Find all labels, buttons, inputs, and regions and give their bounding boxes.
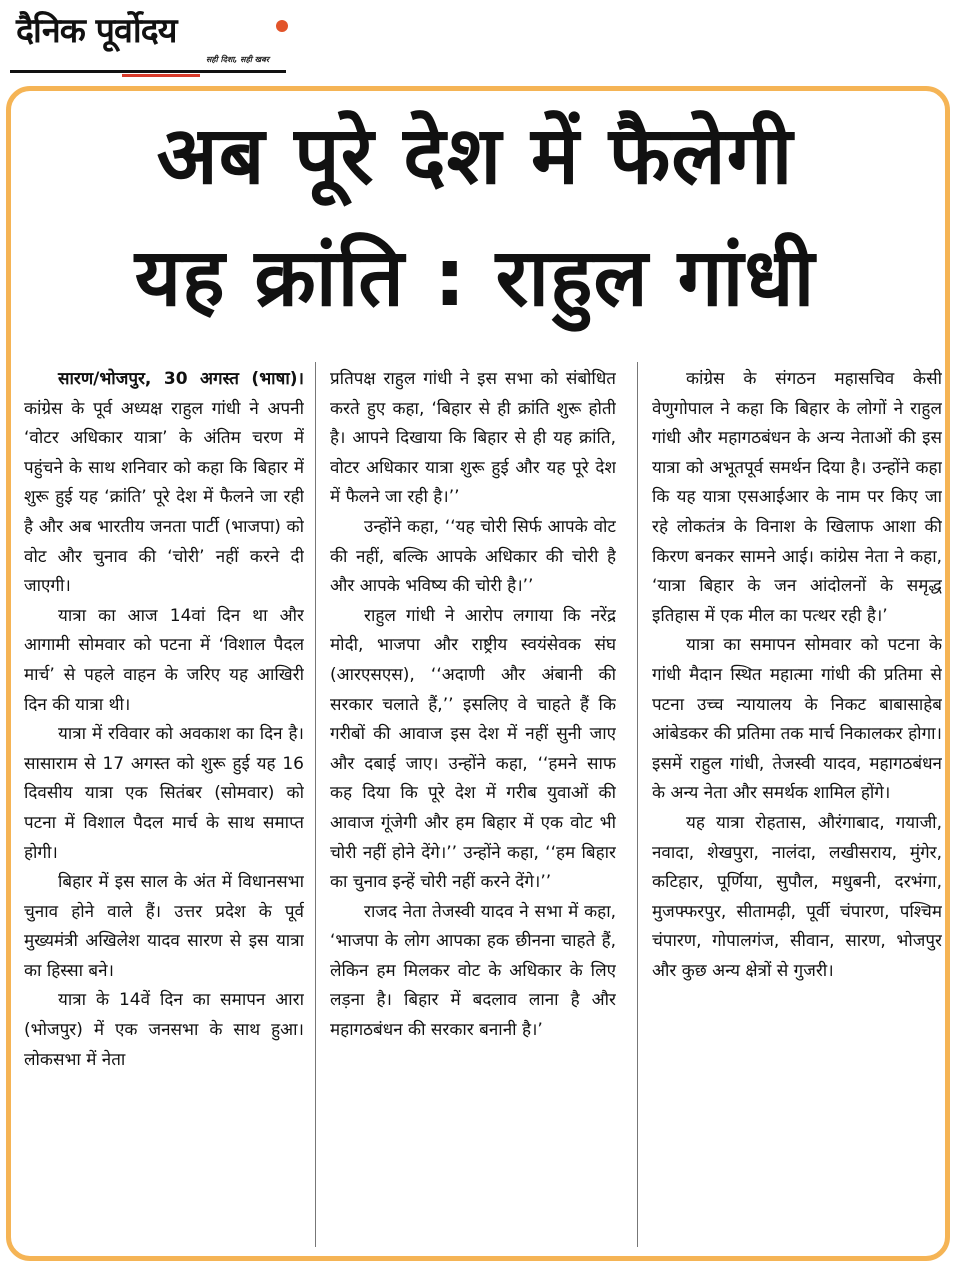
article-paragraph: यात्रा का आज 14वां दिन था और आगामी सोमवार को पटना में ‘विशाल पैदल मार्च’ से पहले वाहन के जरिए यह आखिरी दिन की यात्रा थी। xyxy=(24,605,304,715)
column-divider xyxy=(315,362,316,1247)
masthead-rule xyxy=(10,70,286,73)
headline-line-2: यह क्रांति : राहुल गांधी xyxy=(134,231,816,324)
article-paragraph: राजद नेता तेजस्वी यादव ने सभा में कहा, ‘भाजपा के लोग आपका हक छीनना चाहते हैं, लेकिन हम मिलकर वोट के अधिकार के लिए लड़ना है। बिहार में बदलाव लाना है और महागठबंधन की सरकार बनानी है।’ xyxy=(330,901,616,1041)
dateline: सारण/भोजपुर, 30 अगस्त (भाषा)। xyxy=(58,369,304,389)
article-paragraph: यह यात्रा रोहतास, औरंगाबाद, गयाजी, नवादा, शेखपुरा, नालंदा, लखीसराय, मुंगेर, कटिहार, पूर्णिया, सुपौल, मधुबनी, दरभंगा, मुजफ्फरपुर, सीतामढ़ी, पूर्वी चंपारण, पश्चिम चंपारण, गोपालगंज, सीवान, सारण, भोजपुर और कुछ अन्य क्षेत्रों से गुजरी। xyxy=(652,812,942,981)
article-paragraph: यात्रा में रविवार को अवकाश का दिन है। सासाराम से 17 अगस्त को शुरू हुई यह 16 दिवसीय यात्रा एक सितंबर (सोमवार) को पटना में विशाल पैदल मार्च के साथ समाप्त होगी। xyxy=(24,724,304,863)
column-divider xyxy=(637,362,638,1247)
article-paragraph: राहुल गांधी ने आरोप लगाया कि नरेंद्र मोदी, भाजपा और राष्ट्रीय स्वयंसेवक संघ (आरएसएस), ‘‘अदाणी और अंबानी की सरकार चलाते हैं,’’ इसलिए वे चाहते हैं कि गरीबों की आवाज इस देश में नहीं सुनी जाए और दबाई जाए। उन्होंने कहा, ‘‘हमने साफ कह दिया कि पूरे देश में गरीब युवाओं की आवाज गूंजेगी और हम बिहार में एक वोट भी चोरी नहीं होने देंगे।’’ उन्होंने कहा, ‘‘हम बिहार का चुनाव इन्हें चोरी नहीं करने देंगे।’’ xyxy=(330,605,616,893)
article-column-2 xyxy=(330,365,616,1250)
article-paragraph: बिहार में इस साल के अंत में विधानसभा चुनाव होने वाले हैं। उत्तर प्रदेश के पूर्व मुख्यमंत्री अखिलेश यादव सारण से इस यात्रा का हिस्सा बने। xyxy=(24,872,304,981)
masthead xyxy=(10,8,290,72)
headline-line-1: अब पूरे देश में फैलेगी xyxy=(156,109,794,202)
article-paragraph: कांग्रेस के संगठन महासचिव केसी वेणुगोपाल ने कहा कि बिहार के लोगों ने राहुल गांधी और महागठबंधन के अन्य नेताओं की इस यात्रा को अभूतपूर्व समर्थन दिया है। उन्होंने कहा कि यह यात्रा एसआईआर के नाम पर किए जा रहे लोकतंत्र के विनाश के खिलाफ आशा की किरण बनकर सामने आई। कांग्रेस नेता ने कहा, ‘यात्रा बिहार के जन आंदोलनों के समृद्ध इतिहास में एक मील का पत्थर रही है।’ xyxy=(652,369,942,626)
article-column-1 xyxy=(24,365,304,1250)
article-paragraph: यात्रा का समापन सोमवार को पटना के गांधी मैदान स्थित महात्मा गांधी की प्रतिमा से पटना उच्च न्यायालय के निकट बाबासाहेब आंबेडकर की प्रतिमा तक मार्च निकालकर होगा। इसमें राहुल गांधी, तेजस्वी यादव, महागठबंधन के अन्य नेता और समर्थक शामिल होंगे। xyxy=(652,635,942,804)
article-paragraph: सारण/भोजपुर, 30 अगस्त (भाषा)। कांग्रेस के पूर्व अध्यक्ष राहुल गांधी ने अपनी ‘वोटर अधिकार यात्रा’ के अंतिम चरण में पहुंचने के साथ शनिवार को कहा कि बिहार में शुरू हुई यह ‘क्रांति’ पूरे देश में फैलने जा रही है और अब भारतीय जनता पार्टी (भाजपा) को वोट और चुनाव की ‘चोरी’ नहीं करने दी जाएगी। xyxy=(24,369,304,597)
newspaper-logo: दैनिक पूर्वोदय xyxy=(16,11,177,51)
logo-dot-icon xyxy=(276,20,288,32)
tagline-underline xyxy=(122,74,200,77)
article-paragraph: यात्रा के 14वें दिन का समापन आरा (भोजपुर) में एक जनसभा के साथ हुआ। लोकसभा में नेता xyxy=(24,990,304,1070)
article-paragraph: उन्होंने कहा, ‘‘यह चोरी सिर्फ आपके वोट की नहीं, बल्कि आपके अधिकार की चोरी है और आपके भविष्य की चोरी है।’’ xyxy=(330,516,616,597)
article-column-3 xyxy=(652,365,942,1250)
article-paragraph: प्रतिपक्ष राहुल गांधी ने इस सभा को संबोधित करते हुए कहा, ‘बिहार से ही क्रांति शुरू होती है। आपने दिखाया कि बिहार से ही यह क्रांति, वोटर अधिकार यात्रा शुरू हुई और यह पूरे देश में फैलने जा रही है।’’ xyxy=(330,369,616,508)
tagline: सही दिशा, सही खबर xyxy=(206,55,270,64)
